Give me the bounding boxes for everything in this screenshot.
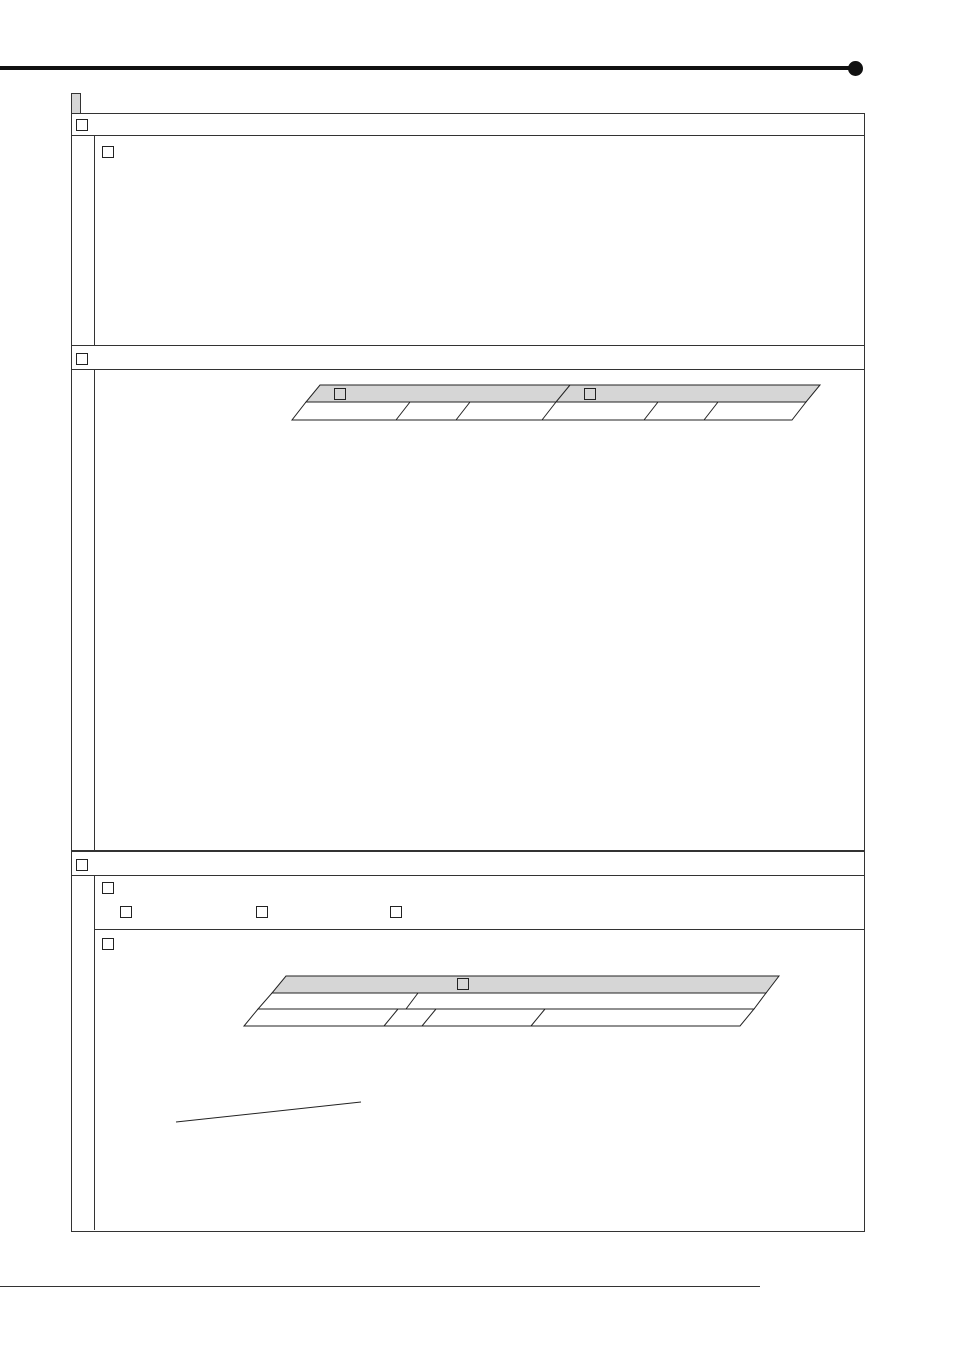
mode-out-sub-band-2 [244,1009,754,1026]
mode-out-sub-band [258,993,766,1009]
sub-divider [406,993,418,1009]
sub-divider [422,1009,436,1026]
mode-out-number [457,978,469,990]
corner-diagonal [176,1102,361,1122]
sub-divider [531,1009,545,1026]
footer-rule [0,1286,760,1287]
mode-out-title [457,977,473,991]
mode-out-band [272,976,779,993]
sub-divider [384,1009,398,1026]
